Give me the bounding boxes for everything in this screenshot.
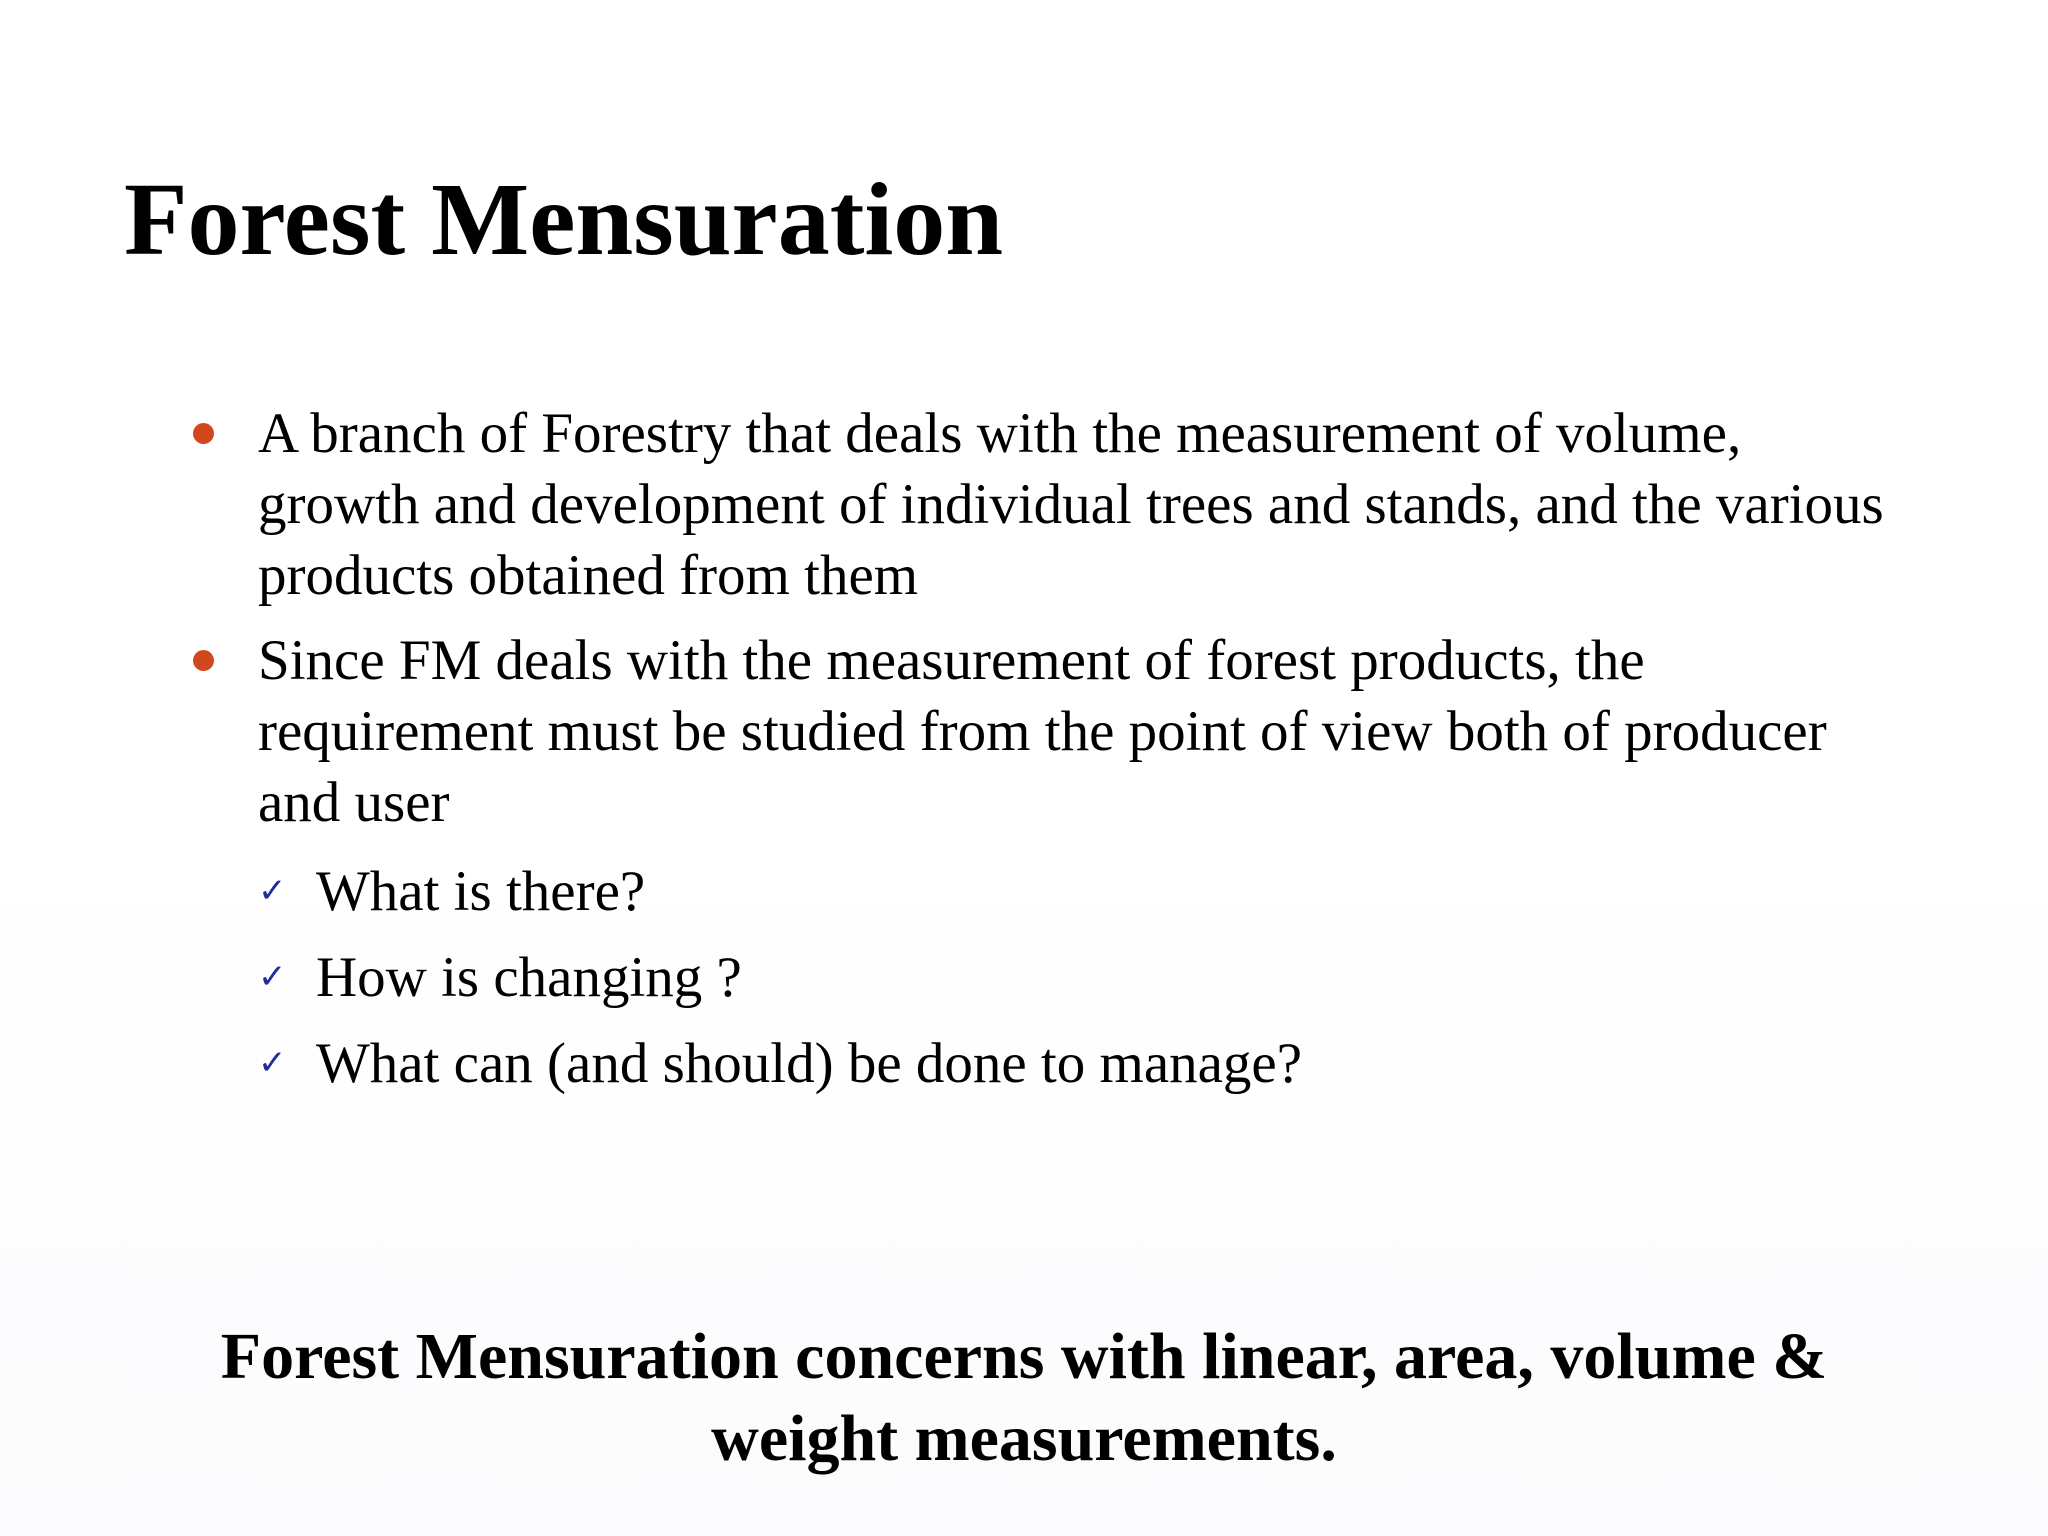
slide-title: Forest Mensuration: [124, 162, 1004, 277]
bullet-text: Since FM deals with the measurement of forest products, the requirement must be studied from the point of view both of producer and user: [258, 629, 1827, 834]
sub-bullet-list: [258, 856, 1302, 1114]
sub-bullet-item: [258, 942, 1302, 1013]
bullet-dot-icon: [193, 650, 214, 671]
checkmark-icon: ✓: [258, 1043, 287, 1083]
footer-line-1: Forest Mensuration concerns with linear, area, volume &: [220, 1320, 1828, 1393]
bullet-item: [190, 398, 1910, 611]
checkmark-icon: ✓: [258, 957, 287, 997]
checkmark-icon: ✓: [258, 871, 287, 911]
bullet-text: A branch of Forestry that deals with the measurement of volume, growth and development of individual trees and stands, and the various products obtained from them: [258, 402, 1884, 607]
sub-bullet-item: [258, 856, 1302, 927]
footer-statement: [0, 1316, 2048, 1480]
footer-line-2: weight measurements.: [711, 1402, 1337, 1475]
bullet-dot-icon: [193, 423, 214, 444]
bullet-item: [190, 625, 1910, 838]
sub-bullet-text: What can (and should) be done to manage?: [316, 1032, 1303, 1095]
sub-bullet-item: [258, 1028, 1302, 1099]
sub-bullet-text: What is there?: [316, 860, 646, 923]
sub-bullet-text: How is changing ?: [316, 946, 742, 1009]
bullet-list: [190, 398, 1910, 852]
